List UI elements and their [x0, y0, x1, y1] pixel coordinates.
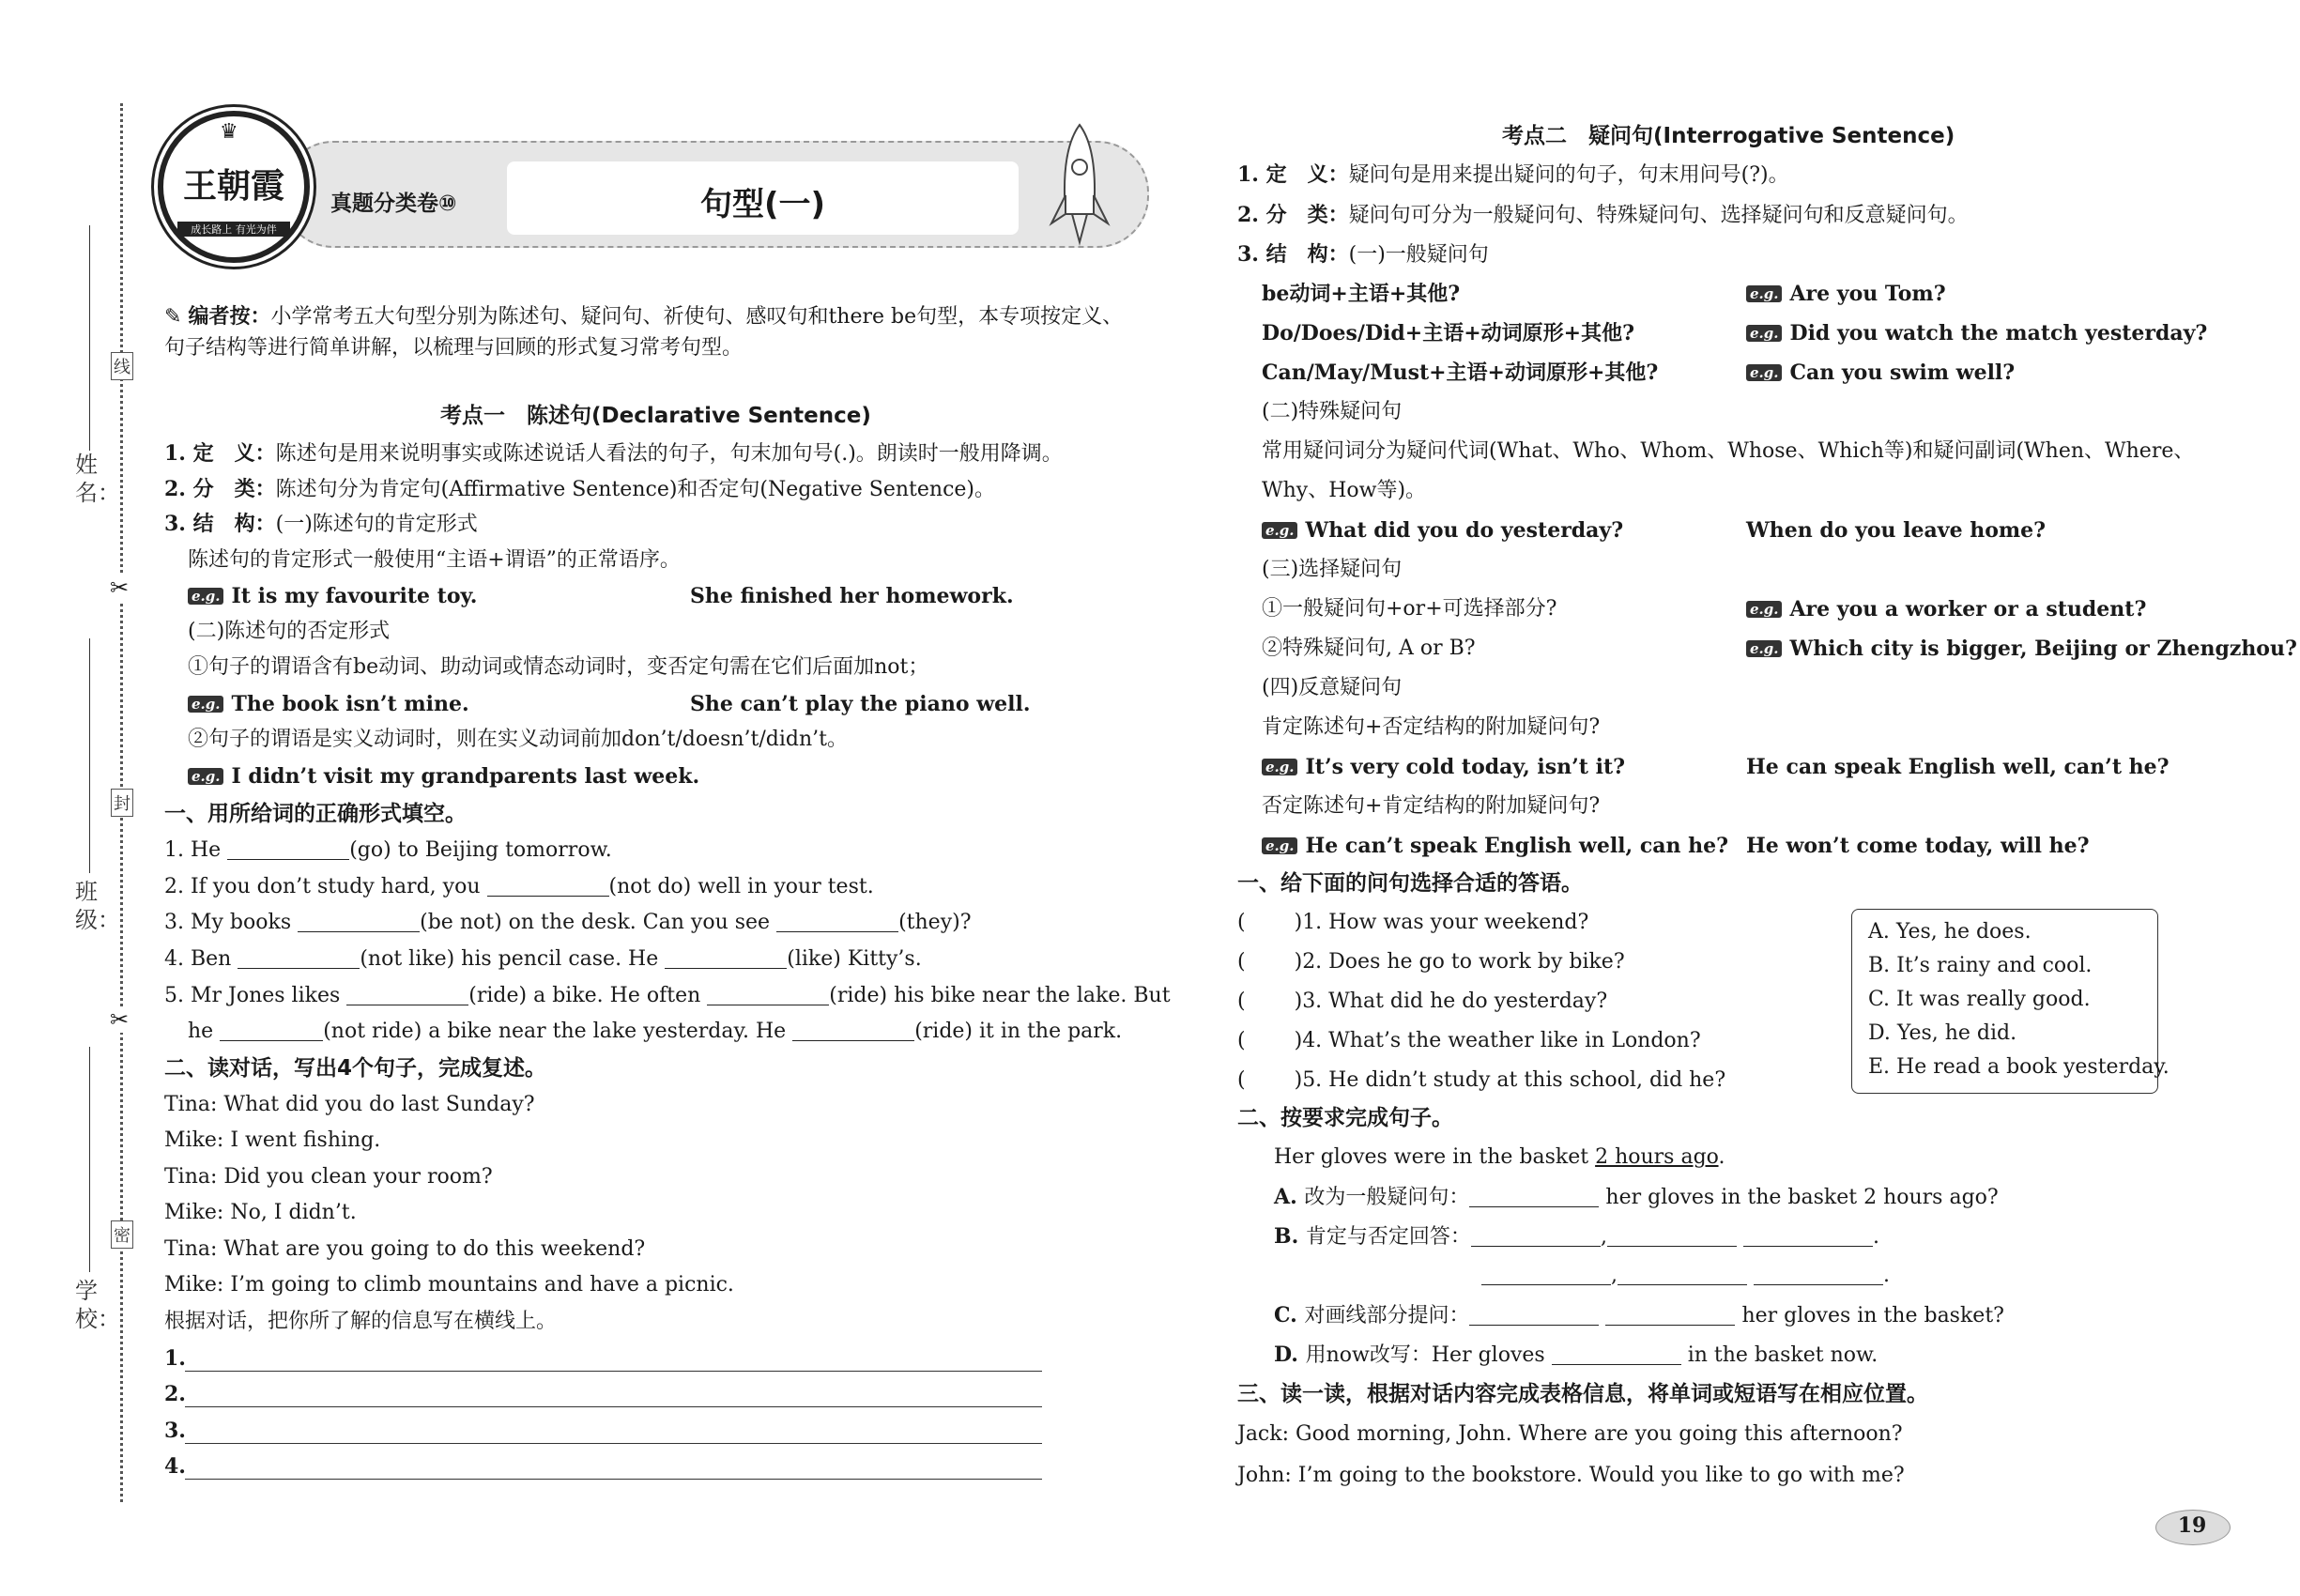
answer-blank[interactable] — [776, 911, 898, 932]
match-q2: ( )2. Does he go to work by bike? — [1237, 950, 1625, 974]
underlined-phrase: 2 hours ago — [1595, 1145, 1719, 1169]
section-2-instruction: 根据对话，把你所了解的信息写在横线上。 — [164, 1310, 558, 1333]
write-line[interactable] — [185, 1406, 1042, 1407]
transform-d: D. 用now改写：Her gloves in the basket now. — [1274, 1343, 1878, 1367]
rule-can-example: e.g. Can you swim well? — [1746, 359, 2015, 387]
rule-be: be动词+主语+其他? — [1262, 282, 1461, 306]
transform-a: A. 改为一般疑问句： her gloves in the basket 2 hours ago? — [1274, 1185, 1999, 1209]
answer-blank[interactable] — [665, 947, 787, 969]
write-num: 1. — [164, 1346, 186, 1371]
choice-rule-1: ①一般疑问句+or+可选择部分? — [1262, 597, 1557, 621]
r-section-2-heading: 二、按要求完成句子。 — [1237, 1106, 1453, 1130]
answer-blank[interactable] — [1469, 1186, 1599, 1207]
dialog-line: Mike: I went fishing. — [164, 1128, 381, 1152]
neg-rule-2: ②句子的谓语是实义动词时，则在实义动词前加don’t/doesn’t/didn’t。 — [188, 728, 849, 751]
tag-example-1b: He can speak English well, can’t he? — [1746, 755, 2170, 779]
r-section-1-heading: 一、给下面的问句选择合适的答语。 — [1237, 871, 1583, 896]
eg-icon: e.g. — [188, 768, 223, 785]
class-label: 班 级： — [75, 879, 120, 933]
answer-blank[interactable] — [227, 838, 349, 860]
fill-q5: 5. Mr Jones likes (ride) a bike. He often (ride) his bike near the lake. But — [164, 984, 1171, 1007]
eg-icon: e.g. — [1746, 325, 1782, 342]
seal-mark: 封 — [111, 789, 133, 817]
kp2-structure: 3. 结 构：(一)一般疑问句 — [1237, 242, 1489, 267]
answer-blank[interactable] — [220, 1020, 323, 1041]
dialog-line: John: I’m going to the bookstore. Would you like to go with me? — [1237, 1464, 1905, 1487]
answer-blank[interactable] — [1607, 1225, 1737, 1247]
option-d: D. Yes, he did. — [1868, 1021, 2017, 1045]
eg-icon: e.g. — [1746, 640, 1782, 657]
fill-q3: 3. My books (be not) on the desk. Can you see (they)? — [164, 911, 972, 934]
name-label: 姓 名： — [75, 452, 120, 506]
editor-note — [164, 302, 1123, 331]
cut-mark: 密 — [111, 1220, 133, 1249]
answer-blank[interactable] — [1552, 1343, 1681, 1365]
school-label: 学 校： — [75, 1278, 120, 1332]
eg-icon: e.g. — [1262, 522, 1297, 539]
tag-rule-2: 否定陈述句+肯定结构的附加疑问句? — [1262, 794, 1601, 818]
special-desc-2: Why、How等)。 — [1262, 479, 1427, 502]
neg-heading: (二)陈述句的否定形式 — [188, 620, 391, 643]
choice-rule-2: ②特殊疑问句, A or B? — [1262, 637, 1476, 660]
dialog-line: Tina: Did you clean your room? — [164, 1165, 493, 1189]
write-num: 3. — [164, 1419, 186, 1443]
section-1-heading: 一、用所给词的正确形式填空。 — [164, 802, 467, 826]
rule-be-example: e.g. Are you Tom? — [1746, 280, 1946, 308]
special-example-2: When do you leave home? — [1746, 518, 2047, 543]
series-label — [330, 186, 456, 217]
special-desc-1: 常用疑问词分为疑问代词(What、Who、Whom、Whose、Which等)和疑问副词(When、Where、 — [1262, 439, 2195, 463]
tag-rule-1: 肯定陈述句+否定结构的附加疑问句? — [1262, 715, 1601, 739]
dialog-line: Tina: What did you do last Sunday? — [164, 1093, 535, 1116]
class-write-line — [89, 638, 90, 873]
fill-q4: 4. Ben (not like) his pencil case. He (like) Kitty’s. — [164, 947, 922, 971]
answer-blank[interactable] — [1481, 1264, 1611, 1285]
kp2-classification: 2. 分 类：疑问句可分为一般疑问句、特殊疑问句、选择疑问句和反意疑问句。 — [1237, 203, 1969, 227]
example-1b: She finished her homework. — [690, 584, 1014, 608]
answer-blank[interactable] — [1618, 1264, 1747, 1285]
logo-sub: 成长路上 有光为伴 — [177, 222, 290, 237]
write-num: 2. — [164, 1382, 186, 1406]
choice-example-2: e.g. Which city is bigger, Beijing or Zhengzhou? — [1746, 635, 2297, 663]
eg-icon: e.g. — [1262, 837, 1297, 854]
match-q3: ( )3. What did he do yesterday? — [1237, 990, 1608, 1013]
match-q1: ( )1. How was your weekend? — [1237, 911, 1589, 934]
example-row-1: e.g. It is my favourite toy. — [188, 582, 477, 610]
fill-q1: 1. He (go) to Beijing tomorrow. — [164, 838, 612, 862]
kp1-title: 考点一 陈述句(Declarative Sentence) — [440, 404, 871, 428]
dialog-line: Jack: Good morning, John. Where are you going this afternoon? — [1237, 1422, 1903, 1446]
dialog-line: Mike: No, I didn’t. — [164, 1201, 357, 1224]
tag-example-1: e.g. It’s very cold today, isn’t it? — [1262, 753, 1625, 781]
write-num: 4. — [164, 1454, 186, 1479]
scissors-icon: ✂ — [110, 1006, 130, 1033]
write-line[interactable] — [185, 1479, 1042, 1480]
note-label: 编者按： — [188, 304, 271, 329]
option-c: C. It was really good. — [1868, 988, 2091, 1011]
option-e: E. He read a book yesterday. — [1868, 1055, 2170, 1079]
section-2-heading: 二、读对话，写出4个句子，完成复述。 — [164, 1056, 547, 1081]
answer-blank[interactable] — [1605, 1304, 1735, 1326]
page-title: 句型(一) — [699, 186, 826, 223]
answer-blank[interactable] — [707, 984, 829, 1005]
option-b: B. It’s rainy and cool. — [1868, 954, 2093, 977]
logo-badge — [158, 111, 310, 263]
match-q4: ( )4. What’s the weather like in London? — [1237, 1029, 1701, 1052]
transform-b-neg: , . — [1481, 1262, 1890, 1290]
kp1-classification: 2. 分 类：陈述句分为肯定句(Affirmative Sentence)和否定句(Negative Sentence)。 — [164, 477, 995, 501]
special-heading: (二)特殊疑问句 — [1262, 400, 1403, 423]
neg-rule-1: ①句子的谓语含有be动词、助动词或情态动词时，变否定句需在它们后面加not； — [188, 655, 929, 679]
tag-heading: (四)反意疑问句 — [1262, 676, 1403, 699]
rule-do-example: e.g. Did you watch the match yesterday? — [1746, 319, 2207, 347]
eg-icon: e.g. — [1746, 601, 1782, 618]
transform-b: B. 肯定与否定回答： , . — [1274, 1224, 1879, 1249]
match-q5: ( )5. He didn’t study at this school, did he? — [1237, 1068, 1726, 1092]
eg-icon: e.g. — [188, 588, 223, 605]
page-number: 19 — [2177, 1513, 2207, 1538]
fill-q5-cont: he (not ride) a bike near the lake yesterday. He (ride) it in the park. — [188, 1020, 1123, 1043]
line-mark: 线 — [111, 352, 133, 380]
scissors-icon: ✂ — [110, 575, 130, 601]
answer-blank[interactable] — [298, 911, 420, 932]
rule-do: Do/Does/Did+主语+动词原形+其他? — [1262, 321, 1634, 345]
logo-text: 王朝霞 — [182, 167, 284, 206]
special-example-1: e.g. What did you do yesterday? — [1262, 516, 1623, 545]
rule-can: Can/May/Must+主语+动词原形+其他? — [1262, 361, 1659, 385]
dialog-line: Mike: I’m going to climb mountains and have a picnic. — [164, 1273, 734, 1297]
eg-icon: e.g. — [1262, 759, 1297, 775]
example-row-2: e.g. The book isn’t mine. — [188, 690, 469, 718]
transform-c: C. 对画线部分提问： her gloves in the basket? — [1274, 1303, 2004, 1327]
answer-blank[interactable] — [1743, 1225, 1873, 1247]
answer-blank[interactable] — [1469, 1304, 1599, 1326]
pencil-icon: ✎ — [164, 305, 182, 329]
answer-blank[interactable] — [792, 1020, 914, 1041]
rocket-icon — [1042, 120, 1117, 252]
example-2b: She can’t play the piano well. — [690, 692, 1031, 716]
choice-heading: (三)选择疑问句 — [1262, 558, 1403, 581]
series-number: ⑩ — [438, 192, 457, 216]
base-sentence: Her gloves were in the basket 2 hours ago. — [1274, 1145, 1725, 1169]
crown-icon: ♛ — [220, 120, 238, 144]
write-line[interactable] — [185, 1371, 1042, 1372]
name-write-line — [89, 225, 90, 451]
kp2-title: 考点二 疑问句(Interrogative Sentence) — [1502, 124, 1955, 148]
kp1-definition: 1. 定 义：陈述句是用来说明事实或陈述说话人看法的句子，句末加句号(.)。朗读时一般用降调。 — [164, 441, 1063, 466]
tag-example-2b: He won’t come today, will he? — [1746, 834, 2090, 858]
example-row-3: e.g. I didn’t visit my grandparents last week. — [188, 762, 699, 790]
eg-icon: e.g. — [1746, 285, 1782, 302]
tag-example-2: e.g. He can’t speak English well, can he? — [1262, 832, 1728, 860]
dialog-line: Tina: What are you going to do this weekend? — [164, 1237, 646, 1261]
kp2-definition: 1. 定 义：疑问句是用来提出疑问的句子，句末用问号(?)。 — [1237, 162, 1789, 187]
answer-blank[interactable] — [1471, 1225, 1601, 1247]
option-a: A. Yes, he does. — [1868, 920, 2032, 944]
write-line[interactable] — [185, 1443, 1042, 1444]
note-text-2: 句子结构等进行简单讲解，以梳理与回顾的形式复习常考句型。 — [164, 336, 744, 360]
answer-blank[interactable] — [238, 947, 360, 969]
aff-description: 陈述句的肯定形式一般使用“主语+谓语”的正常语序。 — [188, 548, 681, 572]
answer-blank[interactable] — [1754, 1264, 1883, 1285]
answer-blank[interactable] — [487, 875, 609, 897]
answer-blank[interactable] — [346, 984, 468, 1005]
series-text: 真题分类卷 — [330, 192, 438, 216]
kp1-structure: 3. 结 构：(一)陈述句的肯定形式 — [164, 512, 478, 536]
school-write-line — [89, 1047, 90, 1272]
eg-icon: e.g. — [1746, 364, 1782, 381]
note-text: 小学常考五大句型分别为陈述句、疑问句、祈使句、感叹句和there be句型，本专项按定义、 — [270, 305, 1124, 329]
fill-q2: 2. If you don’t study hard, you (not do) well in your test. — [164, 875, 874, 898]
choice-example-1: e.g. Are you a worker or a student? — [1746, 595, 2146, 623]
eg-icon: e.g. — [188, 696, 223, 713]
r-section-3-heading: 三、读一读，根据对话内容完成表格信息，将单词或短语写在相应位置。 — [1237, 1382, 1928, 1406]
